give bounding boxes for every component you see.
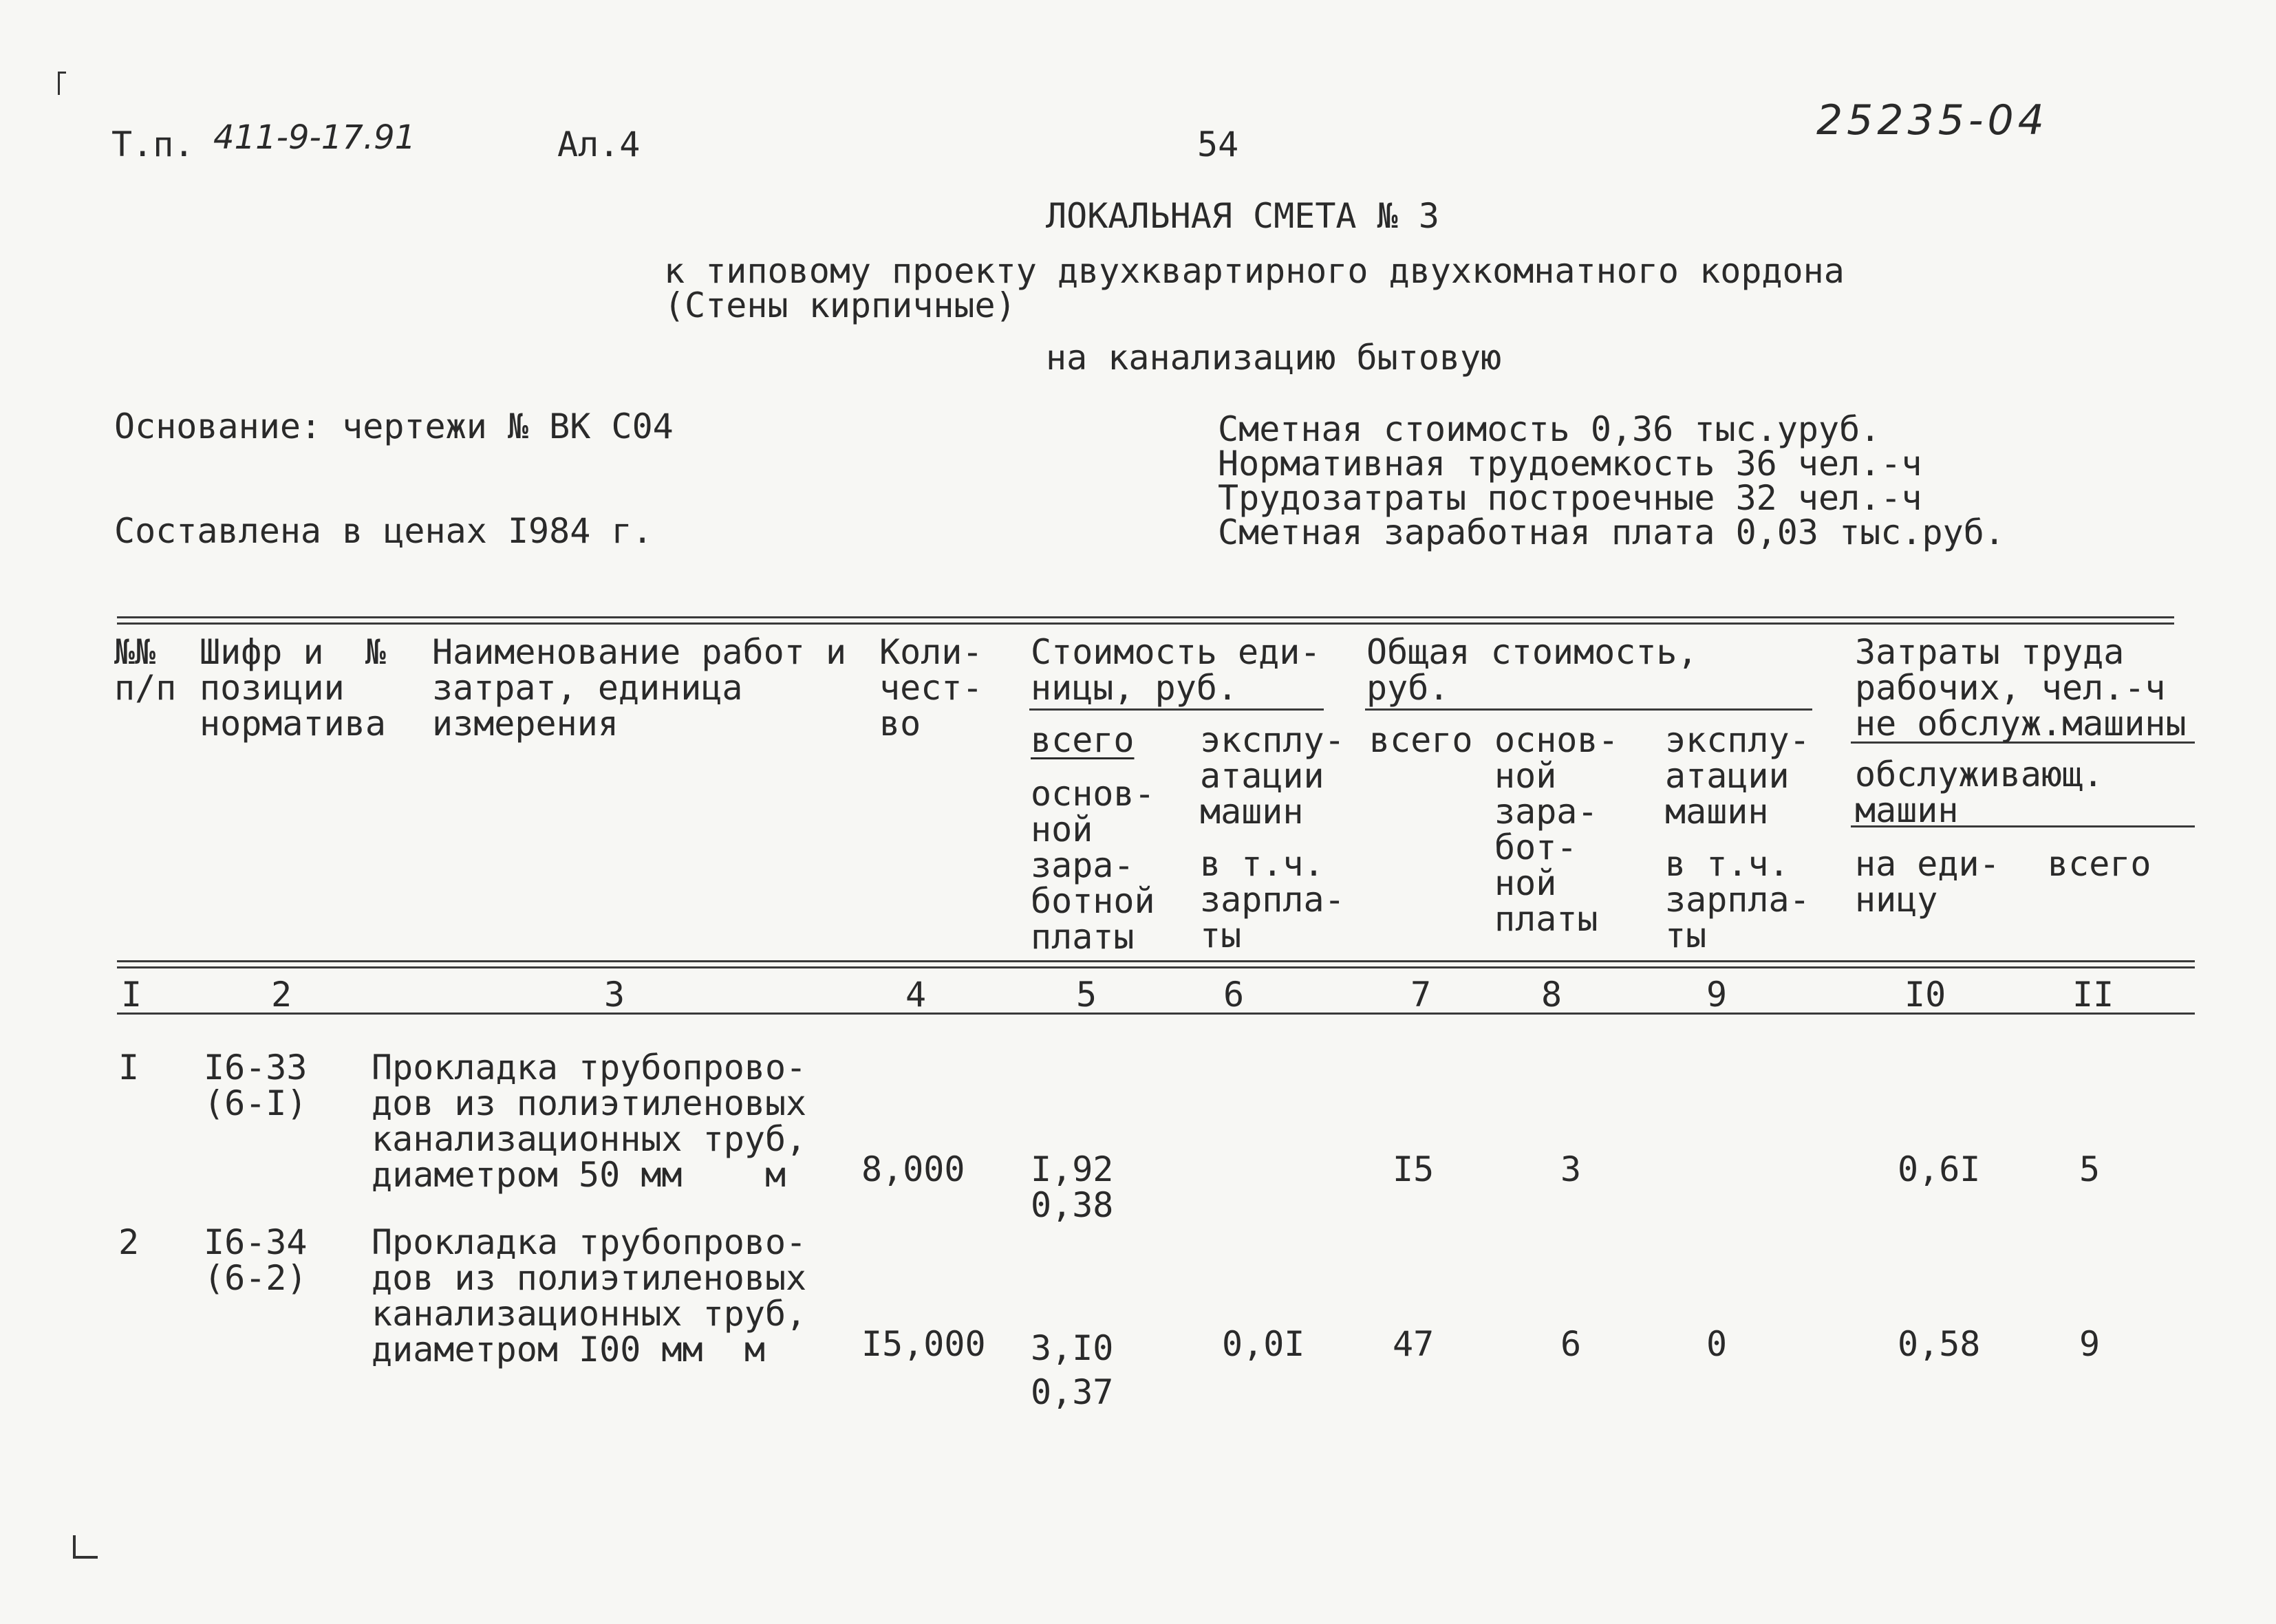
row-unit-cost: 3,I0 0,37	[1031, 1328, 1114, 1412]
header-col8: основ- ной зара- бот- ной платы	[1494, 720, 1619, 939]
row-number: 2	[118, 1222, 140, 1262]
estimate-title: ЛОКАЛЬНАЯ СМЕТА № 3	[1046, 196, 1439, 236]
document-code: 25235-04	[1816, 96, 2048, 144]
summary-site-labor: Трудозатраты построечные 32 чел.-ч	[1218, 478, 1922, 518]
tp-number: 411-9-17.91	[213, 118, 416, 157]
column-number: 2	[271, 975, 292, 1015]
row-code: I6-34 (6-2)	[204, 1222, 308, 1298]
row-name: Прокладка трубопрово- дов из полиэтиленовых канализационных труб, диаметром I00 мм м	[372, 1222, 807, 1369]
header-col7: всего	[1369, 720, 1473, 760]
header-col9-bottom: в т.ч. зарпла- ты	[1665, 844, 1810, 955]
column-number: II	[2072, 975, 2114, 1015]
page-number: 54	[1197, 124, 1239, 164]
row-labor-per-unit: 0,58	[1898, 1324, 1981, 1364]
row-code: I6-33 (6-I)	[204, 1048, 308, 1123]
column-number: I	[121, 975, 142, 1015]
header-col5-top: всего	[1031, 720, 1135, 760]
project-walls: (Стены кирпичные)	[664, 285, 1016, 325]
row-total-wage: 6	[1560, 1324, 1582, 1364]
project-name: к типовому проекту двухквартирного двухкомнатного кордона	[664, 251, 1845, 291]
row-number: I	[118, 1048, 140, 1087]
header-total-cost-group: Общая стоимость, руб.	[1366, 632, 1698, 708]
header-col11: всего	[2048, 844, 2151, 884]
row-labor-total: 5	[2079, 1149, 2101, 1189]
unit-cost-group-rule	[1029, 708, 1324, 711]
header-col6-top: эксплу- атации машин	[1200, 720, 1345, 832]
column-number: 9	[1706, 975, 1728, 1015]
column-number: 8	[1541, 975, 1563, 1015]
corner-mark-top	[58, 72, 60, 95]
summary-wage: Сметная заработная плата 0,03 тыс.руб.	[1218, 512, 2005, 552]
summary-cost: Сметная стоимость 0,36 тыс.уруб.	[1218, 409, 1881, 449]
row-labor-total: 9	[2079, 1324, 2101, 1364]
basis-drawings: Основание: чертежи № ВК С04	[114, 407, 674, 446]
header-col-name: Наименование работ и затрат, единица измерения	[432, 632, 847, 744]
row-quantity: I5,000	[861, 1324, 986, 1364]
header-col5-bottom: основ- ной зара- ботной платы	[1031, 774, 1155, 957]
header-unit-cost-group: Стоимость еди- ницы, руб.	[1031, 632, 1321, 708]
column-numbers-rule	[117, 1013, 2195, 1015]
column-number: 5	[1076, 975, 1097, 1015]
estimate-subject: на канализацию бытовую	[1046, 338, 1502, 378]
row-total-cost: 47	[1393, 1324, 1435, 1364]
header-col-num: №№ п/п	[114, 632, 177, 708]
corner-mark-bottom	[73, 1535, 76, 1559]
album-label: Ал.4	[557, 124, 641, 164]
row-labor-per-unit: 0,6I	[1898, 1149, 1981, 1189]
tp-label: Т.п.	[111, 124, 195, 164]
header-col6-bottom: в т.ч. зарпла- ты	[1200, 844, 1345, 955]
header-col9-top: эксплу- атации машин	[1665, 720, 1810, 832]
header-bottom-rule	[117, 960, 2195, 968]
header-col-code: Шифр и № позиции норматива	[200, 632, 386, 744]
row-unit-cost: I,92 0,38	[1031, 1149, 1114, 1225]
row-total-cost: I5	[1393, 1149, 1435, 1189]
row-total-machine-cost: 0	[1706, 1324, 1728, 1364]
summary-norm-labor: Нормативная трудоемкость 36 чел.-ч	[1218, 444, 1922, 484]
row-total-wage: 3	[1560, 1149, 1582, 1189]
row-unit-machine-cost: 0,0I	[1222, 1324, 1305, 1364]
header-col10: на еди- ницу	[1855, 844, 2000, 920]
header-labor-sub: обслуживающ. машин	[1855, 755, 2104, 830]
column-number: 7	[1410, 975, 1432, 1015]
row-quantity: 8,000	[861, 1149, 965, 1189]
total-cost-group-rule	[1365, 708, 1812, 711]
header-labor-group: Затраты труда рабочих, чел.-ч не обслуж.машины	[1855, 632, 2187, 744]
header-col-qty: Коли- чест- во	[879, 632, 983, 744]
column-number: 3	[604, 975, 625, 1015]
corner-mark-top-tick	[58, 72, 66, 74]
column-number: 6	[1223, 975, 1245, 1015]
table-top-rule	[117, 616, 2174, 625]
row-name: Прокладка трубопрово- дов из полиэтиленовых канализационных труб, диаметром 50 мм м	[372, 1048, 807, 1195]
column-number: I0	[1904, 975, 1946, 1015]
column-number: 4	[905, 975, 927, 1015]
basis-prices: Составлена в ценах I984 г.	[114, 511, 653, 551]
corner-mark-bottom-tick	[73, 1556, 98, 1559]
